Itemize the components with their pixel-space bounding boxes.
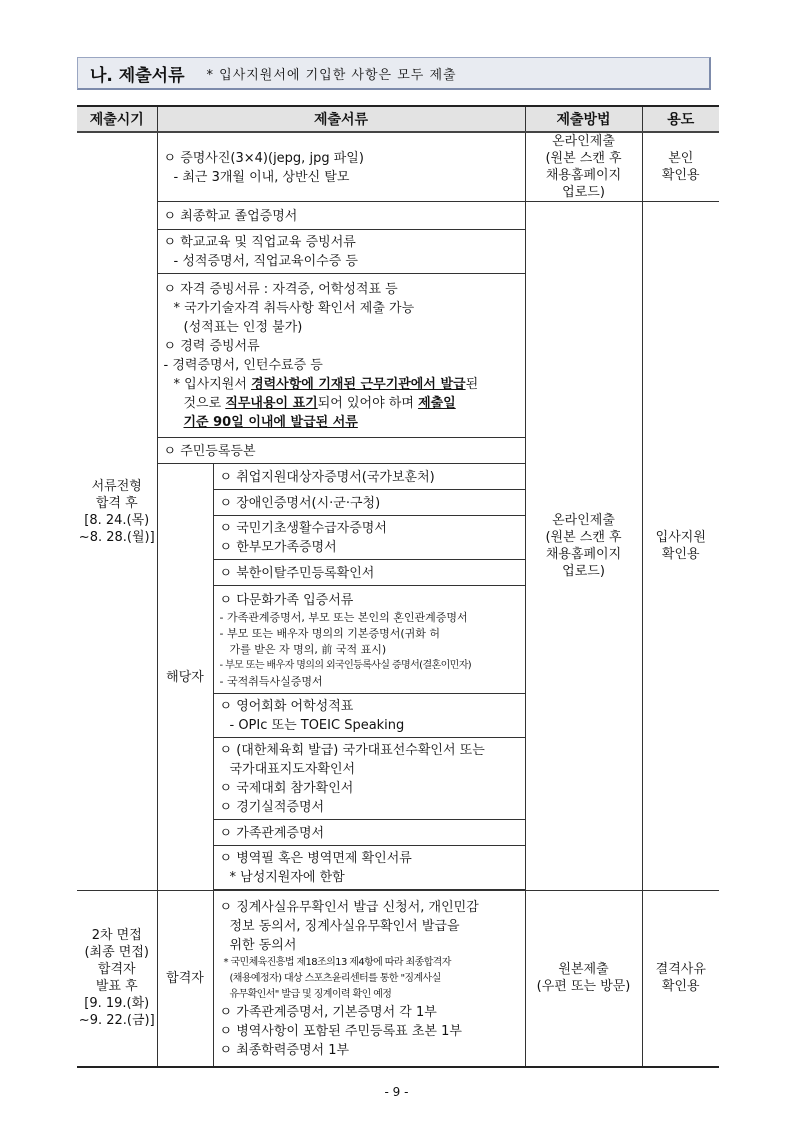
- table-row: [77, 891, 719, 1067]
- table-row: [77, 132, 719, 202]
- stage2-docs: ㅇ 징계사실유무확인서 발급 신청서, 개인민감 정보 동의서, 징계사실유무확인서 발급을 위한 동의서 * 국민체육진흥법 제18조의13 제4항에 따라 최종합격자 (채용예정자) 대상 스포츠윤리센터를 통한 "징계사실 유무확인서" 발급 및 징계이력 확인 예정 ㅇ 가족관계증명서, 기본증명서 각 1부 ㅇ 병역사항이 포함된 주민등록표 초본 1부 ㅇ 최종학력증명서 1부: [213, 891, 525, 1067]
- doc-graduation: ㅇ 최종학교 졸업증명서: [157, 202, 525, 230]
- table-header-row: [77, 106, 719, 132]
- header-docs: 제출서류: [157, 106, 525, 132]
- section-title-box: [77, 57, 711, 90]
- doc-multicultural: ㅇ 다문화가족 입증서류 - 가족관계증명서, 부모 또는 본인의 혼인관계증명서 - 부모 또는 배우자 명의의 기본증명서(귀화 허 가를 받은 자 명의, 前 국적 표시) - 부모 또는 배우자 명의의 외국인등록사실 증명서(결혼이민자) - 국적취득사실증명서: [213, 586, 525, 694]
- page-number: - 9 -: [384, 1085, 409, 1099]
- doc-resident-register: ㅇ 주민등록등본: [157, 438, 525, 464]
- stage2-purpose: 결격사유 확인용: [642, 891, 719, 1067]
- section-note: * 입사지원서에 기입한 사항은 모두 제출: [206, 67, 457, 83]
- career-note-line3: 기준 90일 이내에 발급된 서류: [183, 415, 358, 430]
- doc-education: ㅇ 학교교육 및 직업교육 증빙서류 - 성적증명서, 직업교육이수증 등: [157, 230, 525, 274]
- table-row: [77, 202, 719, 230]
- doc-qualification-career: ㅇ 자격 증빙서류 : 자격증, 어학성적표 등 * 국가기술자격 취득사항 확인서 제출 가능 (성적표는 인정 불가) ㅇ 경력 증빙서류 - 경력증명서, 인턴수료증 등 * 입사지원서 경력사항에 기재된 근무기관에서 발급된 것으로 직무내용이 표기되어 있어야 하며 제출일 기준 90일 이내에 발급된 서류: [157, 274, 525, 438]
- documents-table: [77, 105, 719, 1068]
- stage1-purpose: 입사지원 확인용: [642, 202, 719, 891]
- header-timing: 제출시기: [77, 106, 157, 132]
- career-note-line2: 것으로 직무내용이 표기되어 있어야 하며 제출일: [183, 396, 456, 411]
- stage2-label: 합격자: [157, 891, 213, 1067]
- photo-doc: ㅇ 증명사진(3×4)(jepg, jpg 파일) - 최근 3개월 이내, 상반신 탈모: [157, 132, 525, 202]
- stage2-method: 원본제출 (우편 또는 방문): [525, 891, 642, 1067]
- stage1-timing: 서류전형 합격 후 [8. 24.(목) ~8. 28.(월)]: [77, 132, 157, 891]
- section-title: 나. 제출서류: [90, 65, 185, 86]
- photo-purpose: 본인 확인용: [642, 132, 719, 202]
- photo-method: 온라인제출 (원본 스캔 후 채용홈페이지 업로드): [525, 132, 642, 202]
- doc-national-athlete: ㅇ (대한체육회 발급) 국가대표선수확인서 또는 국가대표지도자확인서 ㅇ 국제대회 참가확인서 ㅇ 경기실적증명서: [213, 738, 525, 820]
- doc-military: ㅇ 병역필 혹은 병역면제 확인서류 * 남성지원자에 한함: [213, 846, 525, 890]
- applicable-label: 해당자: [157, 464, 213, 891]
- stage2-timing: 2차 면접 (최종 면접) 합격자 발표 후 [9. 19.(화) ~9. 22.(금)]: [77, 891, 157, 1067]
- doc-basic-livelihood: ㅇ 국민기초생활수급자증명서 ㅇ 한부모가족증명서: [213, 516, 525, 560]
- header-method: 제출방법: [525, 106, 642, 132]
- doc-disability: ㅇ 장애인증명서(시·군·구청): [213, 490, 525, 516]
- stage1-method: 온라인제출 (원본 스캔 후 채용홈페이지 업로드): [525, 202, 642, 891]
- doc-north-korean: ㅇ 북한이탈주민등록확인서: [213, 560, 525, 586]
- career-note-line1: * 입사지원서 경력사항에 기재된 근무기관에서 발급된: [173, 377, 479, 392]
- header-purpose: 용도: [642, 106, 719, 132]
- doc-english: ㅇ 영어회화 어학성적표 - OPIc 또는 TOEIC Speaking: [213, 694, 525, 738]
- doc-veterans: ㅇ 취업지원대상자증명서(국가보훈처): [213, 464, 525, 490]
- doc-family-relation: ㅇ 가족관계증명서: [213, 820, 525, 846]
